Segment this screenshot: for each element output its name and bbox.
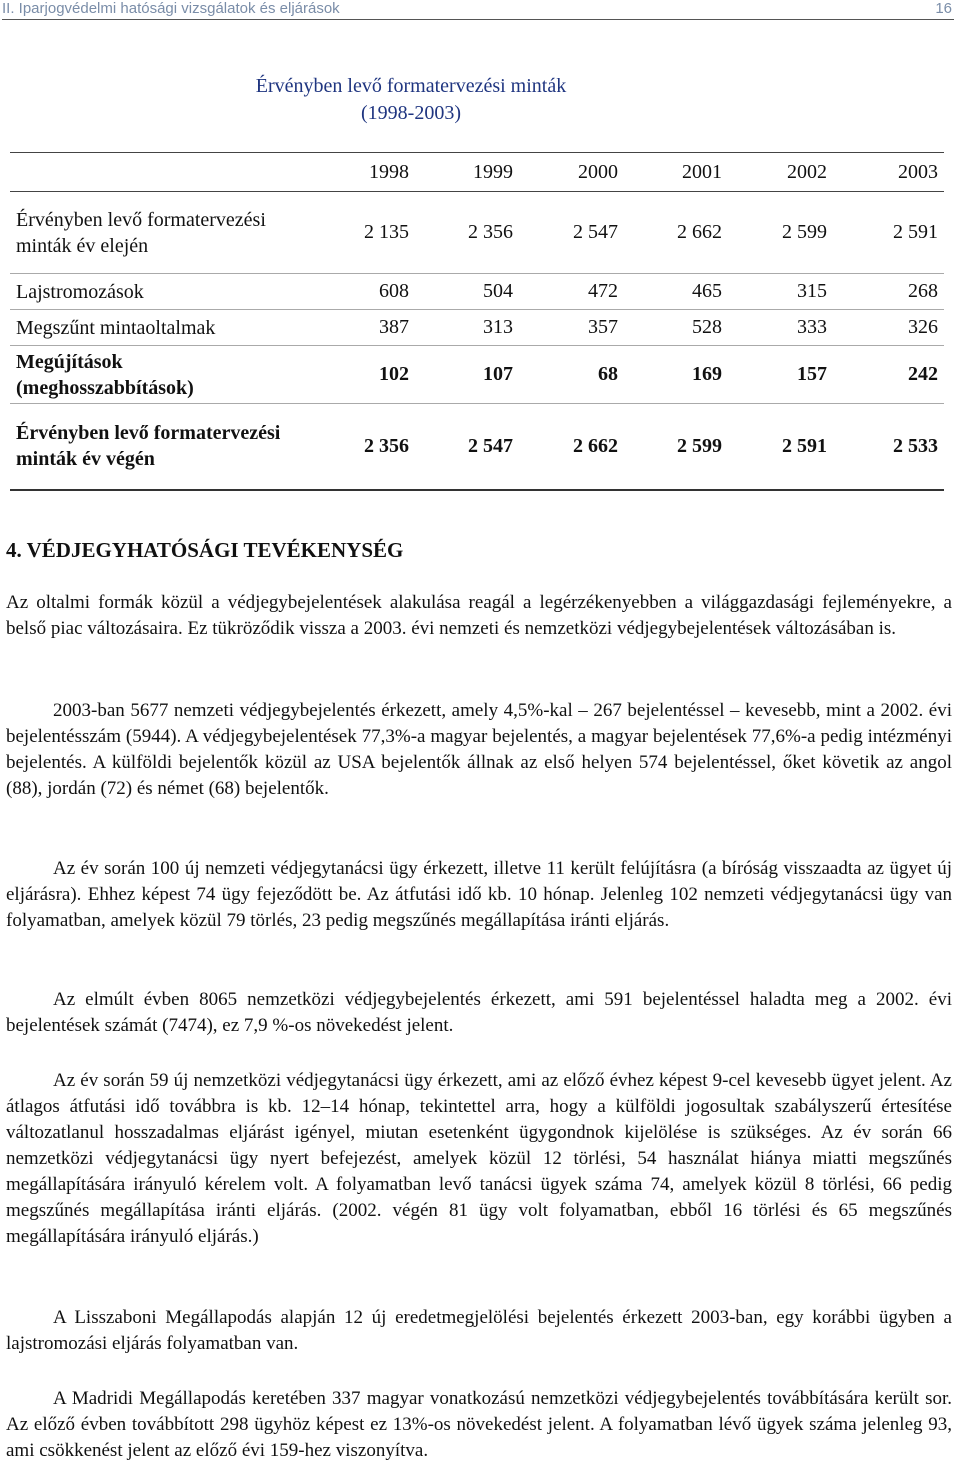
table-cell: 608 [310, 274, 415, 310]
table-header-year: 1998 [310, 153, 415, 192]
table-cell: 2 599 [728, 192, 833, 274]
table-header-year: 2002 [728, 153, 833, 192]
table-header-year: 2003 [833, 153, 944, 192]
paragraph-madrid: A Madridi Megállapodás keretében 337 magyar vonatkozású nemzetközi védjegybejelentés továbbítására került sor. Az előző évben továbbított 298 ügyhöz képest ez 13%-os növekedést jelent. A folyamatban lévő ügyek száma jelenleg 93, ami csökkenést jelent az előző évi 159-hez viszonyítva. [6, 1388, 952, 1461]
design-stats-table [10, 152, 944, 491]
table-cell: 2 547 [519, 192, 624, 274]
table-cell: 504 [415, 274, 519, 310]
table-row [10, 274, 944, 310]
table-cell: 2 356 [415, 192, 519, 274]
table-cell: 68 [519, 346, 624, 404]
table-cell: 2 591 [728, 404, 833, 490]
table-cell: 2 662 [624, 192, 728, 274]
table-cell: 315 [728, 274, 833, 310]
table-cell: 2 599 [624, 404, 728, 490]
table-cell: 2 135 [310, 192, 415, 274]
table-cell: 169 [624, 346, 728, 404]
table-header-year: 2000 [519, 153, 624, 192]
paragraph-international: Az elmúlt évben 8065 nemzetközi védjegybejelentés érkezett, ami 591 bejelentéssel haladta meg a 2002. évi bejelentések számát (7474), ez 7,9 %-os növekedést jelent. [6, 989, 952, 1036]
row-label: Megszűnt mintaoltalmak [10, 310, 310, 346]
row-label: Lajstromozások [10, 274, 310, 310]
table-cell: 357 [519, 310, 624, 346]
section-heading: 4. VÉDJEGYHATÓSÁGI TEVÉKENYSÉG [6, 538, 404, 562]
table-cell: 472 [519, 274, 624, 310]
paragraph-national: 2003-ban 5677 nemzeti védjegybejelentés érkezett, amely 4,5%-kal – 267 bejelentéssel – kevesebb, mint a 2002. évi bejelentésszám (5944). A védjegybejelentések 77,3%-a magyar bejelentés, a magyar bejelentések 77,6%-a pedig intézményi bejelentés. A külföldi bejelentők közül az USA bejelentők állnak az első helyen 574 bejelentéssel, őket követik az angol (88), jordán (72) és német (68) bejelentők. [6, 700, 952, 799]
table-cell: 465 [624, 274, 728, 310]
table-header-row [10, 153, 944, 192]
table-cell: 313 [415, 310, 519, 346]
table-header-empty [10, 153, 310, 192]
row-label: Érvényben levő formatervezési minták év végén [10, 404, 310, 490]
paragraph-international-council: Az év során 59 új nemzetközi védjegytanácsi ügy érkezett, ami az előző évhez képest 9-cel kevesebb ügyet jelent. Az átlagos átfutási idő továbbra is kb. 12–14 hónap, tekintettel arra, hogy a külföldi jogosultak szabályszerű értesítése változatlanul hosszadalmas eljárást igényel, miutan esetenként ügygondnok kijelölése is szükséges. Az év során 66 nemzetközi védjegytanácsi ügy nyert befejezést, amelyek közül 12 törlési, 54 használat hiánya miatti megszűnés megállapítására irányuló kérelem volt. A folyamatban levő tanácsi ügyek száma 74, amelyek közül 8 törlési, 66 pedig megszűnés megállapítása iránti eljárás. (2002. végén 81 ügy volt folyamatban, ebből 16 törlési és 65 megszűnés megállapítására irányuló eljárás.) [6, 1070, 952, 1247]
page-header [2, 0, 954, 20]
table-cell: 242 [833, 346, 944, 404]
table-cell: 326 [833, 310, 944, 346]
table-subtitle: (1998-2003) [361, 102, 461, 124]
table-cell: 333 [728, 310, 833, 346]
table-row [10, 310, 944, 346]
table-row [10, 192, 944, 274]
table-header-year: 2001 [624, 153, 728, 192]
row-label: Érvényben levő formatervezési minták év elején [10, 192, 310, 274]
table-cell: 2 356 [310, 404, 415, 490]
table-cell: 268 [833, 274, 944, 310]
page-number: 16 [935, 0, 952, 17]
table-cell: 528 [624, 310, 728, 346]
table-row [10, 346, 944, 404]
row-label: Megújítások (meghosszabbítások) [10, 346, 310, 404]
table-cell: 107 [415, 346, 519, 404]
paragraph-national-council: Az év során 100 új nemzeti védjegytanácsi ügy érkezett, illetve 11 került felújításra (a bíróság visszaadta az ügyet új eljárásra). Ehhez képest 74 ügy fejeződött be. Az átfutási idő kb. 10 hónap. Jelenleg 102 nemzeti védjegytanácsi ügy van folyamatban, amelyek közül 79 törlés, 23 pedig megszűnés megállapítása iránti eljárás. [6, 858, 952, 931]
table-cell: 2 533 [833, 404, 944, 490]
paragraph-lisbon: A Lisszaboni Megállapodás alapján 12 új eredetmegjelölési bejelentés érkezett 2003-ban, egy korábbi ügyben a lajstromozási eljárás folyamatban van. [6, 1307, 952, 1354]
table-row [10, 404, 944, 490]
paragraph-intro: Az oltalmi formák közül a védjegybejelentések alakulása reagál a legérzékenyebben a világgazdasági fejleményekre, a belső piac változásaira. Ez tükröződik vissza a 2003. évi nemzeti és nemzetközi védjegybejelentések változásában is. [6, 592, 952, 639]
table-cell: 102 [310, 346, 415, 404]
table-cell: 157 [728, 346, 833, 404]
table-cell: 387 [310, 310, 415, 346]
table-cell: 2 547 [415, 404, 519, 490]
table-cell: 2 662 [519, 404, 624, 490]
header-title: II. Iparjogvédelmi hatósági vizsgálatok és eljárások [2, 0, 340, 17]
table-title: Érvényben levő formatervezési minták [255, 75, 567, 97]
table-cell: 2 591 [833, 192, 944, 274]
table-header-year: 1999 [415, 153, 519, 192]
